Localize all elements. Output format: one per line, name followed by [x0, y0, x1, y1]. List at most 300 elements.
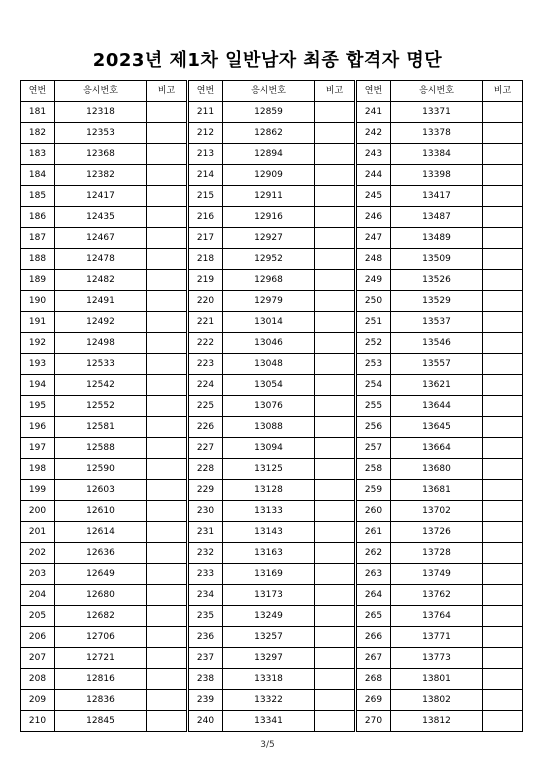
exam-number-cell: 12353 — [55, 123, 147, 144]
header-note: 비고 — [147, 81, 187, 102]
exam-number-cell: 12467 — [55, 228, 147, 249]
header-serial-number: 연번 — [189, 81, 223, 102]
serial-number-cell: 221 — [189, 312, 223, 333]
serial-number-cell: 206 — [21, 627, 55, 648]
exam-number-cell: 13664 — [391, 438, 483, 459]
serial-number-cell: 270 — [357, 711, 391, 732]
note-cell — [483, 144, 523, 165]
serial-number-cell: 197 — [21, 438, 55, 459]
note-cell — [483, 417, 523, 438]
serial-number-cell: 205 — [21, 606, 55, 627]
note-cell — [315, 375, 355, 396]
exam-number-cell: 13341 — [223, 711, 315, 732]
serial-number-cell: 241 — [357, 102, 391, 123]
note-cell — [147, 396, 187, 417]
exam-number-cell: 12649 — [55, 564, 147, 585]
page-number: 3/5 — [260, 740, 275, 750]
note-cell — [315, 165, 355, 186]
note-cell — [483, 207, 523, 228]
note-cell — [147, 165, 187, 186]
exam-number-cell: 13546 — [391, 333, 483, 354]
note-cell — [483, 480, 523, 501]
note-cell — [147, 669, 187, 690]
table-row — [189, 501, 355, 522]
serial-number-cell: 203 — [21, 564, 55, 585]
table-row — [357, 396, 523, 417]
note-cell — [315, 690, 355, 711]
note-cell — [147, 186, 187, 207]
table-row — [189, 312, 355, 333]
serial-number-cell: 185 — [21, 186, 55, 207]
serial-number-cell: 218 — [189, 249, 223, 270]
serial-number-cell: 213 — [189, 144, 223, 165]
header-note: 비고 — [483, 81, 523, 102]
exam-number-cell: 13014 — [223, 312, 315, 333]
serial-number-cell: 256 — [357, 417, 391, 438]
note-cell — [483, 585, 523, 606]
note-cell — [483, 102, 523, 123]
serial-number-cell: 236 — [189, 627, 223, 648]
exam-number-cell: 12603 — [55, 480, 147, 501]
table-row — [189, 375, 355, 396]
serial-number-cell: 216 — [189, 207, 223, 228]
exam-number-cell: 13417 — [391, 186, 483, 207]
note-cell — [147, 207, 187, 228]
table-row — [357, 648, 523, 669]
header-serial-number: 연번 — [357, 81, 391, 102]
exam-number-cell: 13169 — [223, 564, 315, 585]
note-cell — [315, 144, 355, 165]
serial-number-cell: 217 — [189, 228, 223, 249]
table-row — [189, 627, 355, 648]
exam-number-cell: 13680 — [391, 459, 483, 480]
exam-number-cell: 13076 — [223, 396, 315, 417]
exam-number-cell: 12491 — [55, 291, 147, 312]
exam-number-cell: 12368 — [55, 144, 147, 165]
serial-number-cell: 199 — [21, 480, 55, 501]
exam-number-cell: 13048 — [223, 354, 315, 375]
exam-number-cell: 13812 — [391, 711, 483, 732]
exam-number-cell: 12927 — [223, 228, 315, 249]
exam-number-cell: 13257 — [223, 627, 315, 648]
header-exam-number: 응시번호 — [391, 81, 483, 102]
table-row — [357, 165, 523, 186]
results-tables — [20, 80, 523, 732]
note-cell — [483, 375, 523, 396]
note-cell — [483, 711, 523, 732]
note-cell — [483, 438, 523, 459]
serial-number-cell: 193 — [21, 354, 55, 375]
table-row — [189, 438, 355, 459]
exam-number-cell: 12614 — [55, 522, 147, 543]
exam-number-cell: 13726 — [391, 522, 483, 543]
note-cell — [315, 207, 355, 228]
serial-number-cell: 200 — [21, 501, 55, 522]
table-row — [357, 291, 523, 312]
serial-number-cell: 195 — [21, 396, 55, 417]
note-cell — [147, 312, 187, 333]
table-row — [21, 123, 187, 144]
exam-number-cell: 12911 — [223, 186, 315, 207]
note-cell — [315, 711, 355, 732]
exam-number-cell: 13487 — [391, 207, 483, 228]
table-row — [21, 648, 187, 669]
exam-number-cell: 13322 — [223, 690, 315, 711]
note-cell — [483, 333, 523, 354]
note-cell — [147, 564, 187, 585]
note-cell — [147, 333, 187, 354]
exam-number-cell: 13297 — [223, 648, 315, 669]
note-cell — [315, 186, 355, 207]
exam-number-cell: 13802 — [391, 690, 483, 711]
serial-number-cell: 191 — [21, 312, 55, 333]
note-cell — [315, 270, 355, 291]
note-cell — [147, 375, 187, 396]
exam-number-cell: 13509 — [391, 249, 483, 270]
exam-number-cell: 12542 — [55, 375, 147, 396]
serial-number-cell: 234 — [189, 585, 223, 606]
serial-number-cell: 227 — [189, 438, 223, 459]
exam-number-cell: 12482 — [55, 270, 147, 291]
exam-number-cell: 13537 — [391, 312, 483, 333]
results-table-1 — [20, 80, 187, 732]
table-header-row — [357, 81, 523, 102]
table-row — [21, 354, 187, 375]
note-cell — [315, 333, 355, 354]
note-cell — [147, 627, 187, 648]
exam-number-cell: 13088 — [223, 417, 315, 438]
header-exam-number: 응시번호 — [55, 81, 147, 102]
table-row — [21, 102, 187, 123]
note-cell — [315, 354, 355, 375]
exam-number-cell: 13621 — [391, 375, 483, 396]
table-header-row — [189, 81, 355, 102]
exam-number-cell: 13054 — [223, 375, 315, 396]
note-cell — [483, 165, 523, 186]
serial-number-cell: 244 — [357, 165, 391, 186]
note-cell — [483, 228, 523, 249]
table-row — [189, 606, 355, 627]
note-cell — [315, 228, 355, 249]
serial-number-cell: 192 — [21, 333, 55, 354]
table-row — [21, 669, 187, 690]
table-row — [189, 270, 355, 291]
note-cell — [315, 606, 355, 627]
table-row — [189, 144, 355, 165]
note-cell — [315, 585, 355, 606]
table-row — [21, 291, 187, 312]
table-row — [21, 375, 187, 396]
note-cell — [147, 522, 187, 543]
document-title: 2023년 제1차 일반남자 최종 합격자 명단 — [92, 50, 443, 71]
note-cell — [315, 417, 355, 438]
note-cell — [147, 291, 187, 312]
serial-number-cell: 248 — [357, 249, 391, 270]
serial-number-cell: 181 — [21, 102, 55, 123]
serial-number-cell: 237 — [189, 648, 223, 669]
table-row — [21, 396, 187, 417]
header-exam-number: 응시번호 — [223, 81, 315, 102]
exam-number-cell: 12435 — [55, 207, 147, 228]
note-cell — [483, 186, 523, 207]
note-cell — [483, 543, 523, 564]
serial-number-cell: 266 — [357, 627, 391, 648]
exam-number-cell: 12533 — [55, 354, 147, 375]
note-cell — [483, 123, 523, 144]
exam-number-cell: 12417 — [55, 186, 147, 207]
exam-number-cell: 13645 — [391, 417, 483, 438]
note-cell — [147, 228, 187, 249]
serial-number-cell: 235 — [189, 606, 223, 627]
table-row — [357, 480, 523, 501]
serial-number-cell: 229 — [189, 480, 223, 501]
table-row — [189, 585, 355, 606]
serial-number-cell: 240 — [189, 711, 223, 732]
exam-number-cell: 12706 — [55, 627, 147, 648]
table-row — [21, 438, 187, 459]
serial-number-cell: 250 — [357, 291, 391, 312]
serial-number-cell: 190 — [21, 291, 55, 312]
table-row — [189, 123, 355, 144]
table-row — [357, 501, 523, 522]
exam-number-cell: 12478 — [55, 249, 147, 270]
exam-number-cell: 12845 — [55, 711, 147, 732]
note-cell — [483, 396, 523, 417]
table-row — [21, 459, 187, 480]
table-row — [357, 690, 523, 711]
serial-number-cell: 184 — [21, 165, 55, 186]
note-cell — [483, 627, 523, 648]
serial-number-cell: 226 — [189, 417, 223, 438]
exam-number-cell: 12916 — [223, 207, 315, 228]
exam-number-cell: 12894 — [223, 144, 315, 165]
serial-number-cell: 243 — [357, 144, 391, 165]
note-cell — [315, 501, 355, 522]
exam-number-cell: 13681 — [391, 480, 483, 501]
serial-number-cell: 196 — [21, 417, 55, 438]
serial-number-cell: 223 — [189, 354, 223, 375]
table-row — [21, 711, 187, 732]
note-cell — [483, 312, 523, 333]
exam-number-cell: 12318 — [55, 102, 147, 123]
table-row — [21, 606, 187, 627]
table-row — [21, 543, 187, 564]
serial-number-cell: 188 — [21, 249, 55, 270]
serial-number-cell: 231 — [189, 522, 223, 543]
serial-number-cell: 224 — [189, 375, 223, 396]
table-row — [189, 102, 355, 123]
serial-number-cell: 183 — [21, 144, 55, 165]
serial-number-cell: 257 — [357, 438, 391, 459]
table-row — [21, 144, 187, 165]
note-cell — [483, 690, 523, 711]
serial-number-cell: 212 — [189, 123, 223, 144]
table-row — [21, 522, 187, 543]
table-row — [357, 270, 523, 291]
header-serial-number: 연번 — [21, 81, 55, 102]
table-row — [357, 669, 523, 690]
serial-number-cell: 201 — [21, 522, 55, 543]
table-row — [21, 690, 187, 711]
serial-number-cell: 220 — [189, 291, 223, 312]
table-row — [357, 144, 523, 165]
note-cell — [483, 669, 523, 690]
serial-number-cell: 211 — [189, 102, 223, 123]
exam-number-cell: 13249 — [223, 606, 315, 627]
note-cell — [147, 648, 187, 669]
serial-number-cell: 187 — [21, 228, 55, 249]
serial-number-cell: 204 — [21, 585, 55, 606]
exam-number-cell: 12859 — [223, 102, 315, 123]
table-row — [357, 606, 523, 627]
note-cell — [315, 564, 355, 585]
exam-number-cell: 12682 — [55, 606, 147, 627]
exam-number-cell: 13143 — [223, 522, 315, 543]
exam-number-cell: 12721 — [55, 648, 147, 669]
note-cell — [147, 354, 187, 375]
exam-number-cell: 13489 — [391, 228, 483, 249]
exam-number-cell: 13702 — [391, 501, 483, 522]
exam-number-cell: 12552 — [55, 396, 147, 417]
table-row — [189, 207, 355, 228]
note-cell — [147, 102, 187, 123]
serial-number-cell: 189 — [21, 270, 55, 291]
note-cell — [315, 438, 355, 459]
exam-number-cell: 12590 — [55, 459, 147, 480]
exam-number-cell: 12581 — [55, 417, 147, 438]
note-cell — [483, 648, 523, 669]
table-row — [189, 354, 355, 375]
serial-number-cell: 208 — [21, 669, 55, 690]
note-cell — [483, 501, 523, 522]
table-row — [189, 669, 355, 690]
table-row — [357, 438, 523, 459]
note-cell — [483, 606, 523, 627]
table-row — [21, 186, 187, 207]
table-row — [21, 585, 187, 606]
note-cell — [315, 123, 355, 144]
table-row — [189, 291, 355, 312]
table-row — [189, 690, 355, 711]
exam-number-cell: 13529 — [391, 291, 483, 312]
table-row — [357, 627, 523, 648]
serial-number-cell: 252 — [357, 333, 391, 354]
note-cell — [147, 417, 187, 438]
exam-number-cell: 13764 — [391, 606, 483, 627]
table-row — [21, 417, 187, 438]
table-row — [357, 522, 523, 543]
table-row — [189, 522, 355, 543]
table-row — [21, 480, 187, 501]
exam-number-cell: 12498 — [55, 333, 147, 354]
exam-number-cell: 13762 — [391, 585, 483, 606]
note-cell — [315, 312, 355, 333]
serial-number-cell: 261 — [357, 522, 391, 543]
note-cell — [483, 291, 523, 312]
table-row — [189, 648, 355, 669]
serial-number-cell: 247 — [357, 228, 391, 249]
table-row — [357, 354, 523, 375]
serial-number-cell: 214 — [189, 165, 223, 186]
table-row — [189, 711, 355, 732]
exam-number-cell: 13801 — [391, 669, 483, 690]
table-row — [189, 396, 355, 417]
table-row — [189, 459, 355, 480]
note-cell — [147, 543, 187, 564]
note-cell — [147, 501, 187, 522]
table-row — [189, 228, 355, 249]
serial-number-cell: 219 — [189, 270, 223, 291]
serial-number-cell: 198 — [21, 459, 55, 480]
note-cell — [483, 270, 523, 291]
table-row — [357, 207, 523, 228]
note-cell — [147, 123, 187, 144]
exam-number-cell: 12862 — [223, 123, 315, 144]
exam-number-cell: 13526 — [391, 270, 483, 291]
header-note: 비고 — [315, 81, 355, 102]
exam-number-cell: 12968 — [223, 270, 315, 291]
note-cell — [315, 480, 355, 501]
exam-number-cell: 13557 — [391, 354, 483, 375]
serial-number-cell: 259 — [357, 480, 391, 501]
exam-number-cell: 13773 — [391, 648, 483, 669]
table-header-row — [21, 81, 187, 102]
table-row — [357, 711, 523, 732]
serial-number-cell: 263 — [357, 564, 391, 585]
note-cell — [315, 102, 355, 123]
serial-number-cell: 264 — [357, 585, 391, 606]
note-cell — [147, 480, 187, 501]
serial-number-cell: 238 — [189, 669, 223, 690]
table-row — [189, 333, 355, 354]
table-row — [21, 270, 187, 291]
table-row — [357, 102, 523, 123]
exam-number-cell: 12979 — [223, 291, 315, 312]
serial-number-cell: 268 — [357, 669, 391, 690]
exam-number-cell: 12816 — [55, 669, 147, 690]
table-row — [189, 249, 355, 270]
table-row — [357, 564, 523, 585]
serial-number-cell: 230 — [189, 501, 223, 522]
serial-number-cell: 215 — [189, 186, 223, 207]
serial-number-cell: 245 — [357, 186, 391, 207]
note-cell — [315, 669, 355, 690]
table-row — [357, 249, 523, 270]
note-cell — [483, 249, 523, 270]
note-cell — [483, 564, 523, 585]
serial-number-cell: 265 — [357, 606, 391, 627]
exam-number-cell: 13771 — [391, 627, 483, 648]
note-cell — [147, 144, 187, 165]
note-cell — [147, 690, 187, 711]
table-row — [357, 459, 523, 480]
serial-number-cell: 207 — [21, 648, 55, 669]
table-row — [357, 417, 523, 438]
note-cell — [315, 396, 355, 417]
serial-number-cell: 267 — [357, 648, 391, 669]
table-row — [21, 564, 187, 585]
exam-number-cell: 13046 — [223, 333, 315, 354]
exam-number-cell: 12636 — [55, 543, 147, 564]
exam-number-cell: 13128 — [223, 480, 315, 501]
exam-number-cell: 12588 — [55, 438, 147, 459]
serial-number-cell: 222 — [189, 333, 223, 354]
exam-number-cell: 13398 — [391, 165, 483, 186]
table-row — [21, 501, 187, 522]
table-row — [21, 333, 187, 354]
table-row — [357, 312, 523, 333]
note-cell — [315, 522, 355, 543]
